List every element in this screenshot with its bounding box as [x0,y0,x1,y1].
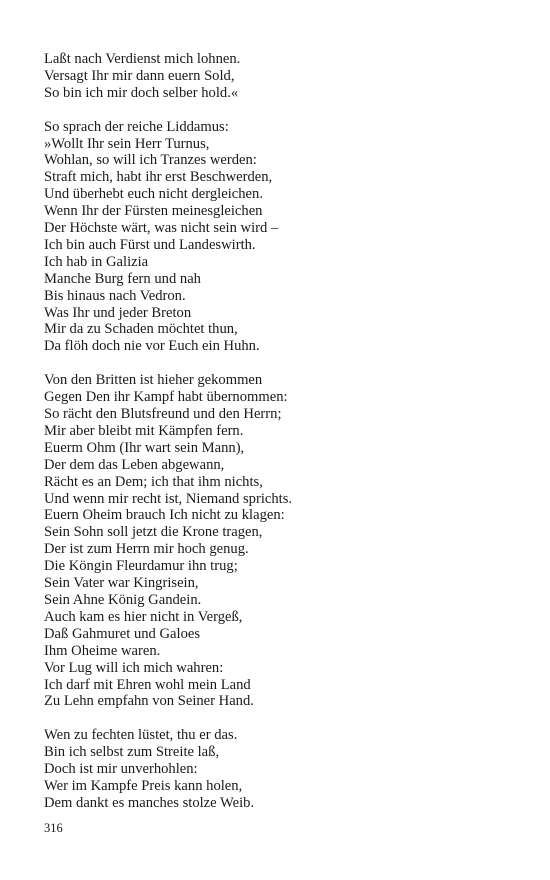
verse-line: Straft mich, habt ihr erst Beschwerden, [44,169,273,186]
verse-line: Euern Oheim brauch Ich nicht zu klagen: [44,507,285,524]
verse-line: Ich bin auch Fürst und Landeswirth. [44,236,256,253]
verse-line: Auch kam es hier nicht in Vergeß, [44,608,243,625]
verse-line: Was Ihr und jeder Breton [44,304,192,321]
verse-line: Bin ich selbst zum Streite laß, [44,744,220,761]
verse-line: Gegen Den ihr Kampf habt übernommen: [44,389,288,406]
verse-line: Und überhebt euch nicht dergleichen. [44,186,263,203]
verse-line: Rächt es an Dem; ich that ihm nichts, [44,473,263,490]
verse-line: Und wenn mir recht ist, Niemand sprichts. [44,490,293,507]
verse-line: Wohlan, so will ich Tranzes werden: [44,152,257,169]
verse-line: Sein Sohn soll jetzt die Krone tragen, [44,524,263,541]
verse-line: Doch ist mir unverhohlen: [44,761,198,778]
verse-line: Die Köngin Fleurdamur ihn trug; [44,558,238,575]
verse-line: Vor Lug will ich mich wahren: [44,659,224,676]
stanza [44,727,514,812]
verse-line: Sein Ahne König Gandein. [44,591,202,608]
verse-line: Versagt Ihr mir dann euern Sold, [44,67,235,84]
verse-line: So sprach der reiche Liddamus: [44,118,229,135]
verse-line: So rächt den Blutsfreund und den Herrn; [44,406,282,422]
verse-line: Manche Burg fern und nah [44,270,201,287]
verse-line: Wen zu fechten lüstet, thu er das. [44,727,238,744]
verse-text [44,51,514,829]
verse-line: Daß Gahmuret und Galoes [44,625,201,642]
stanza [44,119,514,356]
page-number: 316 [44,821,63,835]
verse-line: Sein Vater war Kingrisein, [44,575,199,592]
verse-line: Ich hab in Galizia [44,253,149,270]
verse-line: Der ist zum Herrn mir hoch genug. [44,541,249,558]
verse-line: Ich darf mit Ehren wohl mein Land [44,676,251,693]
verse-line: Mir aber bleibt mit Kämpfen fern. [44,422,244,439]
verse-line: Wenn Ihr der Fürsten meinesgleichen [44,203,263,220]
verse-line: Von den Britten ist hieher gekommen [44,372,263,389]
verse-line: Ihm Oheime waren. [44,642,161,659]
verse-line: »Wollt Ihr sein Herr Turnus, [44,135,210,152]
verse-line: Wer im Kampfe Preis kann holen, [44,777,243,794]
verse-line: Der Höchste wärt, was nicht sein wird – [44,220,279,237]
stanza [44,51,514,102]
verse-line: Zu Lehn empfahn von Seiner Hand. [44,693,254,710]
verse-line: Der dem das Leben abgewann, [44,456,225,473]
verse-line: Mir da zu Schaden möchtet thun, [44,321,238,338]
verse-line: Laßt nach Verdienst mich lohnen. [44,51,241,67]
verse-line: Euerm Ohm (Ihr wart sein Mann), [44,439,245,456]
verse-line: So bin ich mir doch selber hold.« [44,84,239,101]
verse-line: Dem dankt es manches stolze Weib. [44,794,255,811]
stanza [44,372,514,710]
verse-line: Bis hinaus nach Vedron. [44,287,186,304]
verse-line: Da flöh doch nie vor Euch ein Huhn. [44,338,260,355]
